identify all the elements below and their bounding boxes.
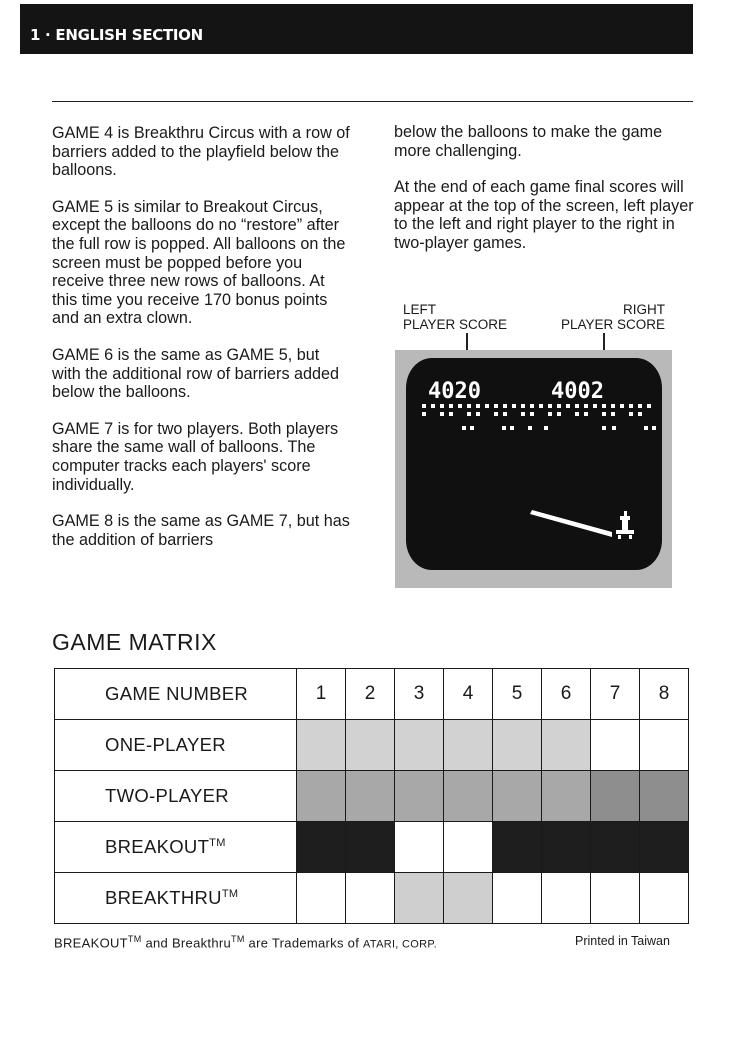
matrix-cell	[640, 873, 689, 924]
balloon-rows	[422, 404, 656, 430]
matrix-cell	[640, 822, 689, 873]
balloon	[512, 404, 516, 408]
right-score-readout: 4002	[551, 379, 604, 404]
right-player-score-label: RIGHT PLAYER SCORE	[560, 302, 665, 332]
paragraph-final-scores: At the end of each game final scores will appear at the top of the screen, left player to the left and right player to the right in two-player games.	[394, 178, 694, 252]
printed-in-notice: Printed in Taiwan	[575, 934, 670, 948]
balloon	[575, 412, 579, 416]
tv-screen	[406, 358, 662, 570]
balloon	[611, 404, 615, 408]
balloon	[647, 404, 651, 408]
matrix-cell	[346, 873, 395, 924]
balloon	[629, 412, 633, 416]
trademark-notice: BREAKOUT™ and Breakthru™ are Trademarks of ATARI, CORP.	[54, 934, 437, 951]
matrix-cell	[493, 873, 542, 924]
gameplay-drawing	[406, 358, 662, 570]
matrix-cell	[395, 720, 444, 771]
balloon	[584, 404, 588, 408]
matrix-cell	[493, 771, 542, 822]
matrix-row	[55, 873, 689, 924]
balloon	[548, 412, 552, 416]
matrix-cell	[346, 771, 395, 822]
matrix-cell	[395, 771, 444, 822]
balloon	[458, 404, 462, 408]
game-number-3: 3	[395, 669, 444, 720]
matrix-cell	[640, 720, 689, 771]
balloon	[521, 412, 525, 416]
balloon	[476, 404, 480, 408]
balloon	[548, 404, 552, 408]
matrix-cell	[395, 873, 444, 924]
paragraph-game-8: GAME 8 is the same as GAME 7, but has the addition of barriers	[52, 512, 350, 549]
balloon	[652, 426, 656, 430]
balloon	[521, 404, 525, 408]
matrix-cell	[542, 720, 591, 771]
game-matrix-title: GAME MATRIX	[52, 629, 217, 655]
game-screen-illustration	[395, 350, 672, 588]
balloon	[593, 404, 597, 408]
balloon	[528, 426, 532, 430]
game-number-header: GAME NUMBER	[55, 669, 297, 720]
game-number-8: 8	[640, 669, 689, 720]
matrix-cell	[591, 822, 640, 873]
matrix-row-label: ONE-PLAYER	[55, 720, 297, 771]
matrix-header-row	[55, 669, 689, 720]
balloon	[602, 426, 606, 430]
game-matrix-table	[54, 668, 689, 924]
balloon	[566, 404, 570, 408]
balloon	[467, 412, 471, 416]
balloon	[503, 404, 507, 408]
balloon	[467, 404, 471, 408]
balloon	[449, 412, 453, 416]
balloon	[575, 404, 579, 408]
matrix-cell	[297, 822, 346, 873]
balloon	[539, 404, 543, 408]
paragraph-game-5: GAME 5 is similar to Breakout Circus, except the balloons do no “restore” after the full row is popped. All balloons on the screen must be popped before you receive three new rows of balloons. At this time you receive 170 bonus points and an extra clown.	[52, 197, 346, 328]
matrix-cell	[591, 771, 640, 822]
balloon	[629, 404, 633, 408]
matrix-row-label: BREAKTHRU™	[55, 873, 297, 924]
balloon	[530, 404, 534, 408]
game-number-6: 6	[542, 669, 591, 720]
balloon	[638, 404, 642, 408]
matrix-row-label: TWO-PLAYER	[55, 771, 297, 822]
balloon	[431, 404, 435, 408]
balloon	[602, 404, 606, 408]
matrix-cell	[444, 822, 493, 873]
matrix-cell	[444, 771, 493, 822]
divider-rule	[52, 101, 693, 102]
balloon	[620, 404, 624, 408]
matrix-cell	[297, 771, 346, 822]
matrix-cell	[591, 873, 640, 924]
balloon	[494, 404, 498, 408]
left-score-readout: 4020	[428, 379, 481, 404]
matrix-cell	[297, 720, 346, 771]
game-number-7: 7	[591, 669, 640, 720]
balloon	[440, 404, 444, 408]
balloon	[612, 426, 616, 430]
balloon	[510, 426, 514, 430]
matrix-row	[55, 822, 689, 873]
balloon	[611, 412, 615, 416]
balloon	[494, 412, 498, 416]
matrix-cell	[591, 720, 640, 771]
matrix-cell	[640, 771, 689, 822]
matrix-row-label: BREAKOUT™	[55, 822, 297, 873]
balloon	[644, 426, 648, 430]
matrix-cell	[493, 822, 542, 873]
left-player-score-label: LEFT PLAYER SCORE	[403, 302, 508, 332]
balloon	[422, 412, 426, 416]
matrix-cell	[542, 822, 591, 873]
game-number-5: 5	[493, 669, 542, 720]
balloon	[602, 412, 606, 416]
paragraph-game-6: GAME 6 is the same as GAME 5, but with the additional row of barriers added below the balloons.	[52, 345, 340, 402]
balloon	[544, 426, 548, 430]
balloon	[557, 412, 561, 416]
matrix-cell	[542, 873, 591, 924]
matrix-cell	[297, 873, 346, 924]
section-label: 1 · ENGLISH SECTION	[30, 26, 203, 44]
matrix-cell	[444, 873, 493, 924]
matrix-cell	[493, 720, 542, 771]
balloon	[476, 412, 480, 416]
balloon	[485, 404, 489, 408]
balloon	[462, 426, 466, 430]
balloon	[584, 412, 588, 416]
balloon	[557, 404, 561, 408]
paragraph-game-7: GAME 7 is for two players. Both players share the same wall of balloons. The computer tracks each players' score individually.	[52, 419, 339, 494]
balloon	[449, 404, 453, 408]
game-number-4: 4	[444, 669, 493, 720]
balloon	[470, 426, 474, 430]
balloon	[440, 412, 444, 416]
matrix-cell	[444, 720, 493, 771]
game-number-2: 2	[346, 669, 395, 720]
game-number-1: 1	[297, 669, 346, 720]
balloon	[422, 404, 426, 408]
clown-seesaw	[530, 510, 634, 539]
balloon	[638, 412, 642, 416]
paragraph-game-8-continued: below the balloons to make the game more challenging.	[394, 123, 663, 160]
right-column	[394, 123, 699, 271]
paragraph-game-4: GAME 4 is Breakthru Circus with a row of barriers added to the playfield below the balloons.	[52, 124, 350, 180]
balloon	[530, 412, 534, 416]
left-column	[52, 124, 352, 567]
matrix-cell	[395, 822, 444, 873]
matrix-row	[55, 720, 689, 771]
matrix-row	[55, 771, 689, 822]
matrix-cell	[542, 771, 591, 822]
matrix-cell	[346, 720, 395, 771]
balloon	[502, 426, 506, 430]
matrix-cell	[346, 822, 395, 873]
balloon	[503, 412, 507, 416]
